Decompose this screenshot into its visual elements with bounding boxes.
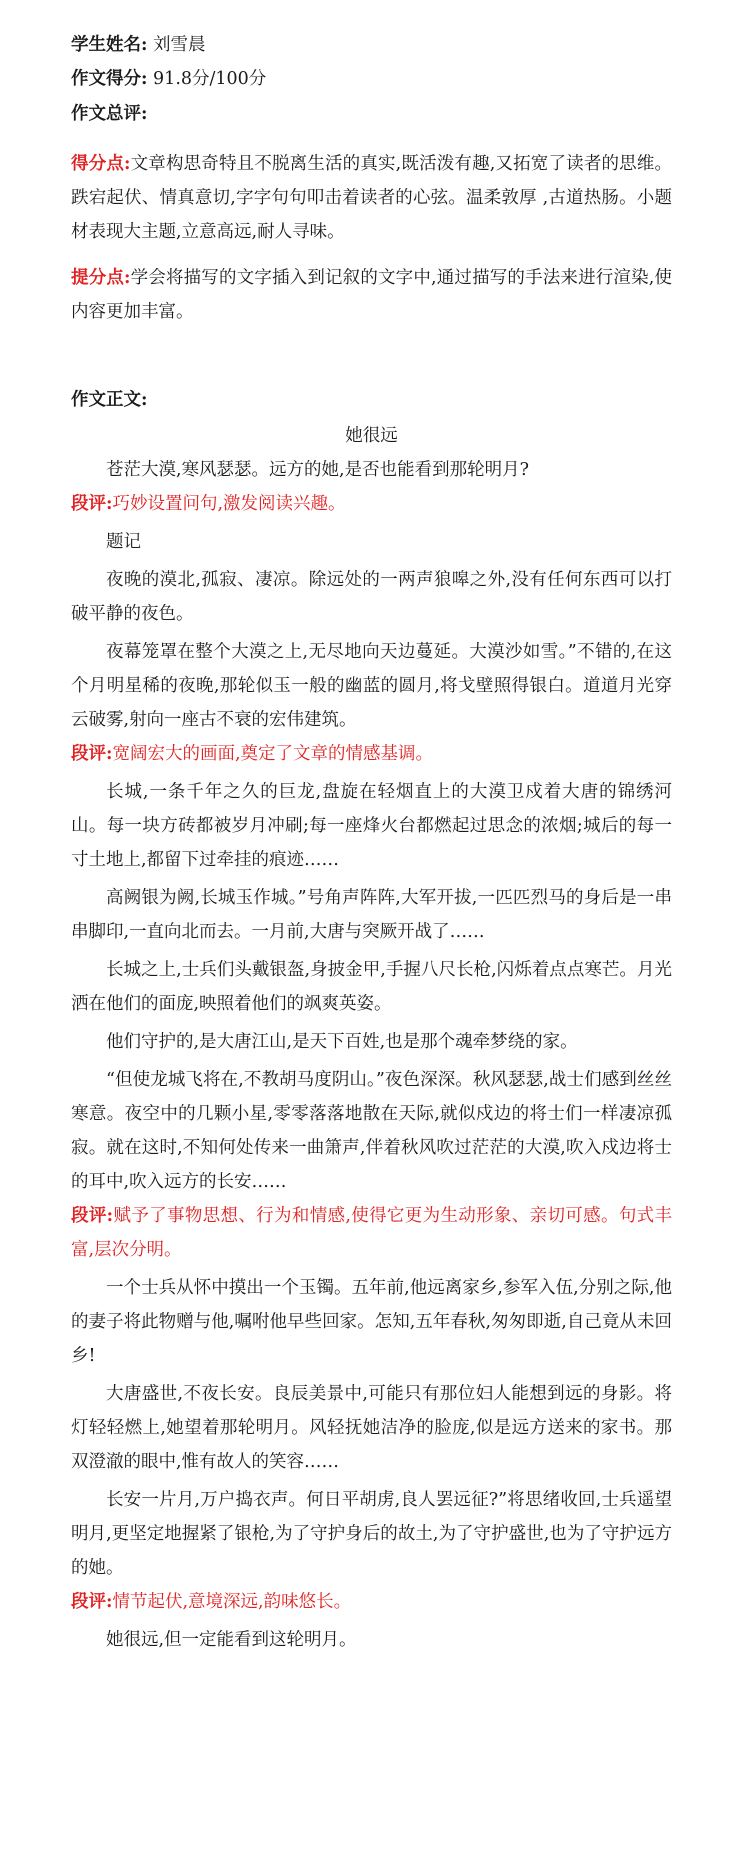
improve-paragraph <box>71 261 672 329</box>
comment-2 <box>71 737 672 771</box>
comment-1-text: 巧妙设置问句,激发阅读兴趣。 <box>112 493 346 514</box>
essay-intro: 苍茫大漠,寒风瑟瑟。远方的她,是否也能看到那轮明月? <box>106 459 530 480</box>
strength-label: 得分点: <box>71 153 131 174</box>
comment-1 <box>71 487 672 521</box>
score-value: 91.8分/100分 <box>153 69 267 90</box>
student-name-label: 学生姓名: <box>71 35 148 55</box>
strength-paragraph <box>71 147 672 249</box>
essay-paragraph-4: 高阙银为阙,长城玉作城。”号角声阵阵,大军开拔,一匹匹烈马的身后是一串串脚印,一直向北而去。一月前,大唐与突厥开战了…… <box>71 887 672 942</box>
strength-text: 文章构思奇特且不脱离生活的真实,既活泼有趣,又拓宽了读者的思维。跌宕起伏、情真意切,字字句句叩击着读者的心弦。温柔敦厚 ,古道热肠。小题材表现大主题,立意高远,耐人寻味。 <box>71 153 672 242</box>
comment-3-text: 赋予了事物思想、行为和情感,使得它更为生动形象、亲切可感。句式丰富,层次分明。 <box>71 1205 672 1260</box>
comment-1-label: 段评: <box>71 493 113 514</box>
essay-paragraph-9: 大唐盛世,不夜长安。良辰美景中,可能只有那位妇人能想到远的身影。将灯轻轻燃上,她望着那轮明月。风轻抚她洁净的脸庞,似是远方送来的家书。那双澄澈的眼中,惟有故人的笑容…… <box>71 1383 672 1472</box>
review-label: 作文总评: <box>71 103 148 124</box>
review-heading <box>71 101 672 127</box>
essay-subtitle: 题记 <box>106 531 141 552</box>
score-label: 作文得分: <box>71 69 148 90</box>
essay-paragraph-8: 一个士兵从怀中摸出一个玉镯。五年前,他远离家乡,参军入伍,分别之际,他的妻子将此物赠与他,嘱咐他早些回家。怎知,五年春秋,匆匆即逝,自己竟从未回乡! <box>71 1277 672 1366</box>
essay-label: 作文正文: <box>71 389 148 410</box>
comment-2-label: 段评: <box>71 743 113 764</box>
comment-4 <box>71 1585 672 1619</box>
student-name-row <box>71 32 672 58</box>
essay-paragraph-5: 长城之上,士兵们头戴银盔,身披金甲,手握八尺长枪,闪烁着点点寒芒。月光洒在他们的面庞,映照着他们的飒爽英姿。 <box>71 959 672 1014</box>
essay-paragraph-11: 她很远,但一定能看到这轮明月。 <box>106 1629 357 1650</box>
comment-4-text: 情节起伏,意境深远,韵味悠长。 <box>112 1591 352 1612</box>
score-row <box>71 66 672 92</box>
comment-3-label: 段评: <box>71 1205 114 1226</box>
comment-4-label: 段评: <box>71 1591 113 1612</box>
essay-title: 她很远 <box>345 425 398 446</box>
essay-paragraph-6: 他们守护的,是大唐江山,是天下百姓,也是那个魂牵梦绕的家。 <box>106 1031 578 1052</box>
essay-paragraph-3: 长城,一条千年之久的巨龙,盘旋在轻烟直上的大漠卫戍着大唐的锦绣河山。每一块方砖都被岁月冲刷;每一座烽火台都燃起过思念的浓烟;城后的每一寸土地上,都留下过牵挂的痕迹…… <box>71 781 672 870</box>
improve-label: 提分点: <box>71 267 131 288</box>
improve-text: 学会将描写的文字插入到记叙的文字中,通过描写的手法来进行渲染,使内容更加丰富。 <box>71 267 672 322</box>
student-name-value: 刘雪晨 <box>153 35 206 55</box>
essay-paragraph-1: 夜晚的漠北,孤寂、凄凉。除远处的一两声狼嗥之外,没有任何东西可以打破平静的夜色。 <box>71 569 672 624</box>
comment-2-text: 宽阔宏大的画面,奠定了文章的情感基调。 <box>112 743 434 764</box>
essay-paragraph-7: “但使龙城飞将在,不教胡马度阴山。”夜色深深。秋风瑟瑟,战士们感到丝丝寒意。夜空中的几颗小星,零零落落地散在天际,就似戍边的将士们一样凄凉孤寂。就在这时,不知何处传来一曲箫声,伴着秋风吹过茫茫的大漠,吹入戍边将士的耳中,吹入远方的长安…… <box>71 1069 672 1192</box>
comment-3 <box>71 1199 672 1267</box>
essay-paragraph-2: 夜幕笼罩在整个大漠之上,无尽地向天边蔓延。大漠沙如雪。”不错的,在这个月明星稀的夜晚,那轮似玉一般的幽蓝的圆月,将戈壁照得银白。道道月光穿云破雾,射向一座古不衰的宏伟建筑。 <box>71 641 672 730</box>
essay-paragraph-10: 长安一片月,万户捣衣声。何日平胡虏,良人罢远征?”将思绪收回,士兵遥望明月,更坚定地握紧了银枪,为了守护身后的故土,为了守护盛世,也为了守护远方的她。 <box>71 1489 672 1578</box>
